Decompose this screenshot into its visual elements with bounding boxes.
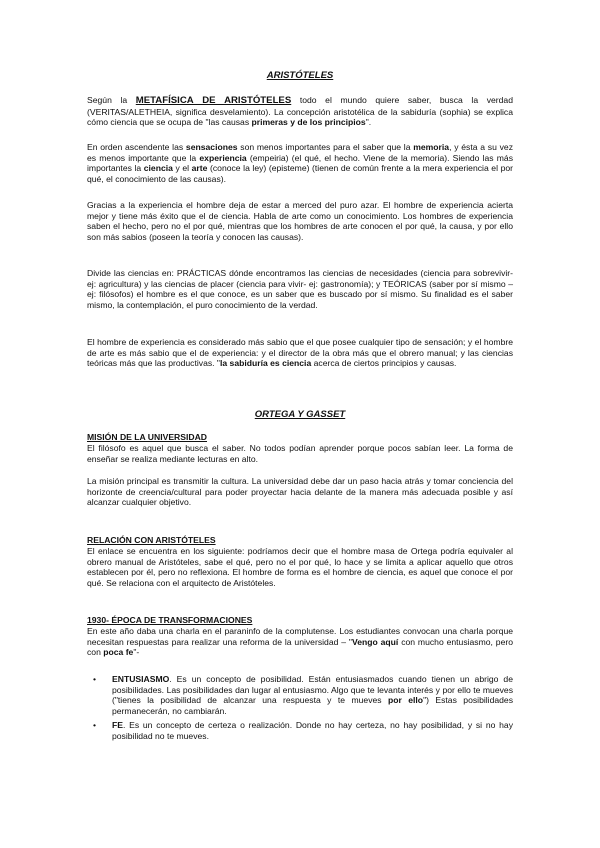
paragraph-metafisica [87,95,513,128]
paragraph-relacion: El enlace se encuentra en los siguiente: podríamos decir que el hombre masa de Ortega podría equivaler al obrero manual de Aristóteles, sabe el qué, pero no el por qué, lo hace y se limita a aplicar aquello que otros establecen por él, pero no reflexiona. El hombre de forma es el hombre de ciencia, es aquel que conoce el por qué. Se relaciona con el arquitecto de Aristóteles. [87,546,513,588]
heading-1930: 1930- ÉPOCA DE TRANSFORMACIONES [87,615,253,625]
bold-text: ciencia [143,163,173,174]
bold-text: FE [112,720,123,730]
text: . Es un concepto de posibilidad. Están entusiasmados cuando tienen un abrigo de posibilidades. Las posibilidades dan lugar al entusiasmo. Algo que te levanta interés y por ello te mueves ("tienes la posibilidad de alcanzar una respuesta y te mueves [112,674,513,706]
section-title-aristoteles: ARISTÓTELES [266,70,334,81]
bold-text: arte [191,163,208,174]
paragraph-mision: La misión principal es transmitir la cultura. La universidad debe dar un paso hacia atrás y tomar conciencia del horizonte de creencia/cultural para poder proyectar hacia delante de la manera más adecuada posible y así alcanzar cualquier objetivo. [87,476,513,508]
text: Según la [87,95,136,105]
text: , y ésta a su vez es menos importante que la [87,142,513,163]
bold-text: experiencia [199,152,247,163]
bold-text: sensaciones [185,142,238,152]
paragraph-ciencias: Divide las ciencias en: PRÁCTICAS dónde encontramos las ciencias de necesidades (ciencia para sobrevivir- ej: agricultura) y las ciencias de placer (ciencia para vivir- ej: gastronomía); y TEÓRICAS (saber por sí mismo – ej: filósofos) el hombre es el que conoce, es un saber que es buscado por sí mismo. Su finalidad es el saber mismo, la contemplación, el puro conocimiento de la verdad. [87,268,513,310]
heading-relacion: RELACIÓN CON ARISTÓTELES [87,535,216,545]
text: con mucho entusiasmo, pero con [87,636,514,658]
paragraph-charla [87,626,513,658]
list-item-fe [112,720,513,741]
text: (empeiria) (el qué, el hecho. Viene de la memoria). Siendo las más importantes la [87,152,513,174]
text: El hombre de experiencia es considerado más sabio que el que posee cualquier tipo de sensación; y el hombre de arte es más sabio que el de experiencia: y el director de la obra más que el obrero manual; y las ciencias teóricas más que las productivas. " [87,337,513,369]
text: "- [133,647,140,658]
paragraph-filosofo: El filósofo es aquel que busca el saber. No todos podían aprender porque pocos sabían leer. La forma de enseñar se realiza mediante lecturas en alto. [87,443,513,464]
paragraph-orden [87,142,513,184]
text: y el [172,163,192,174]
bold-text: ENTUSIASMO [112,674,170,684]
bold-text: por ello [387,695,424,706]
bold-text: memoria [413,142,450,152]
bold-text: la sabiduría es ciencia [219,358,312,369]
bold-text: poca fe [103,647,134,658]
metafisica-emphasis: METAFÍSICA DE ARISTÓTELES [135,95,292,106]
bullet-icon: • [93,720,97,730]
bold-text: Vengo aquí [351,636,399,647]
text: (conoce la ley) (episteme) (tienen de común frente a la mera experiencia el por qué, el conocimiento de las causas). [87,163,513,184]
bold-text: primeras y de los principios [251,117,366,128]
text: todo el mundo quiere saber, busca la verdad (VERITAS/ALETHEIA, significa desvelamiento). La concepción aristotélica de la sabiduría (sophia) se explica cómo ciencia que se ocupa de "las causas [87,95,513,128]
text: En orden ascendente las [87,142,186,152]
text: ". [365,117,372,128]
heading-mision: MISIÓN DE LA UNIVERSIDAD [87,432,208,442]
text: . Es un concepto de certeza o realización. Donde no hay certeza, no hay posibilidad, y si no hay posibilidad no te mueves. [112,720,513,741]
paragraph-experiencia: Gracias a la experiencia el hombre deja de estar a merced del puro azar. El hombre de experiencia acierta mejor y tiene más éxito que el de ciencia. Habla de arte como un conocimiento. Los hombres de experiencia saben el hecho, pero no el por qué, mientras que los hombres de arte conocen el por qué, la causa, y por ello son más sabios (poseen la teoría y conocen las causas). [87,200,513,242]
bullet-icon: • [93,674,97,684]
paragraph-sabiduria [87,337,513,369]
section-title-ortega: ORTEGA Y GASSET [254,409,346,420]
text: ") Estas posibilidades permanecerán, no cambiarán. [112,695,513,716]
list-item-entusiasmo [112,674,513,716]
text: son menos importantes para el saber que la [237,142,414,152]
text: En este año daba una charla en el paraninfo de la complutense. Los estudiantes convocan una charla porque necesitan respuestas para realizar una reforma de la universidad – " [87,626,513,647]
text: acerca de ciertos principios y causas. [311,358,457,369]
